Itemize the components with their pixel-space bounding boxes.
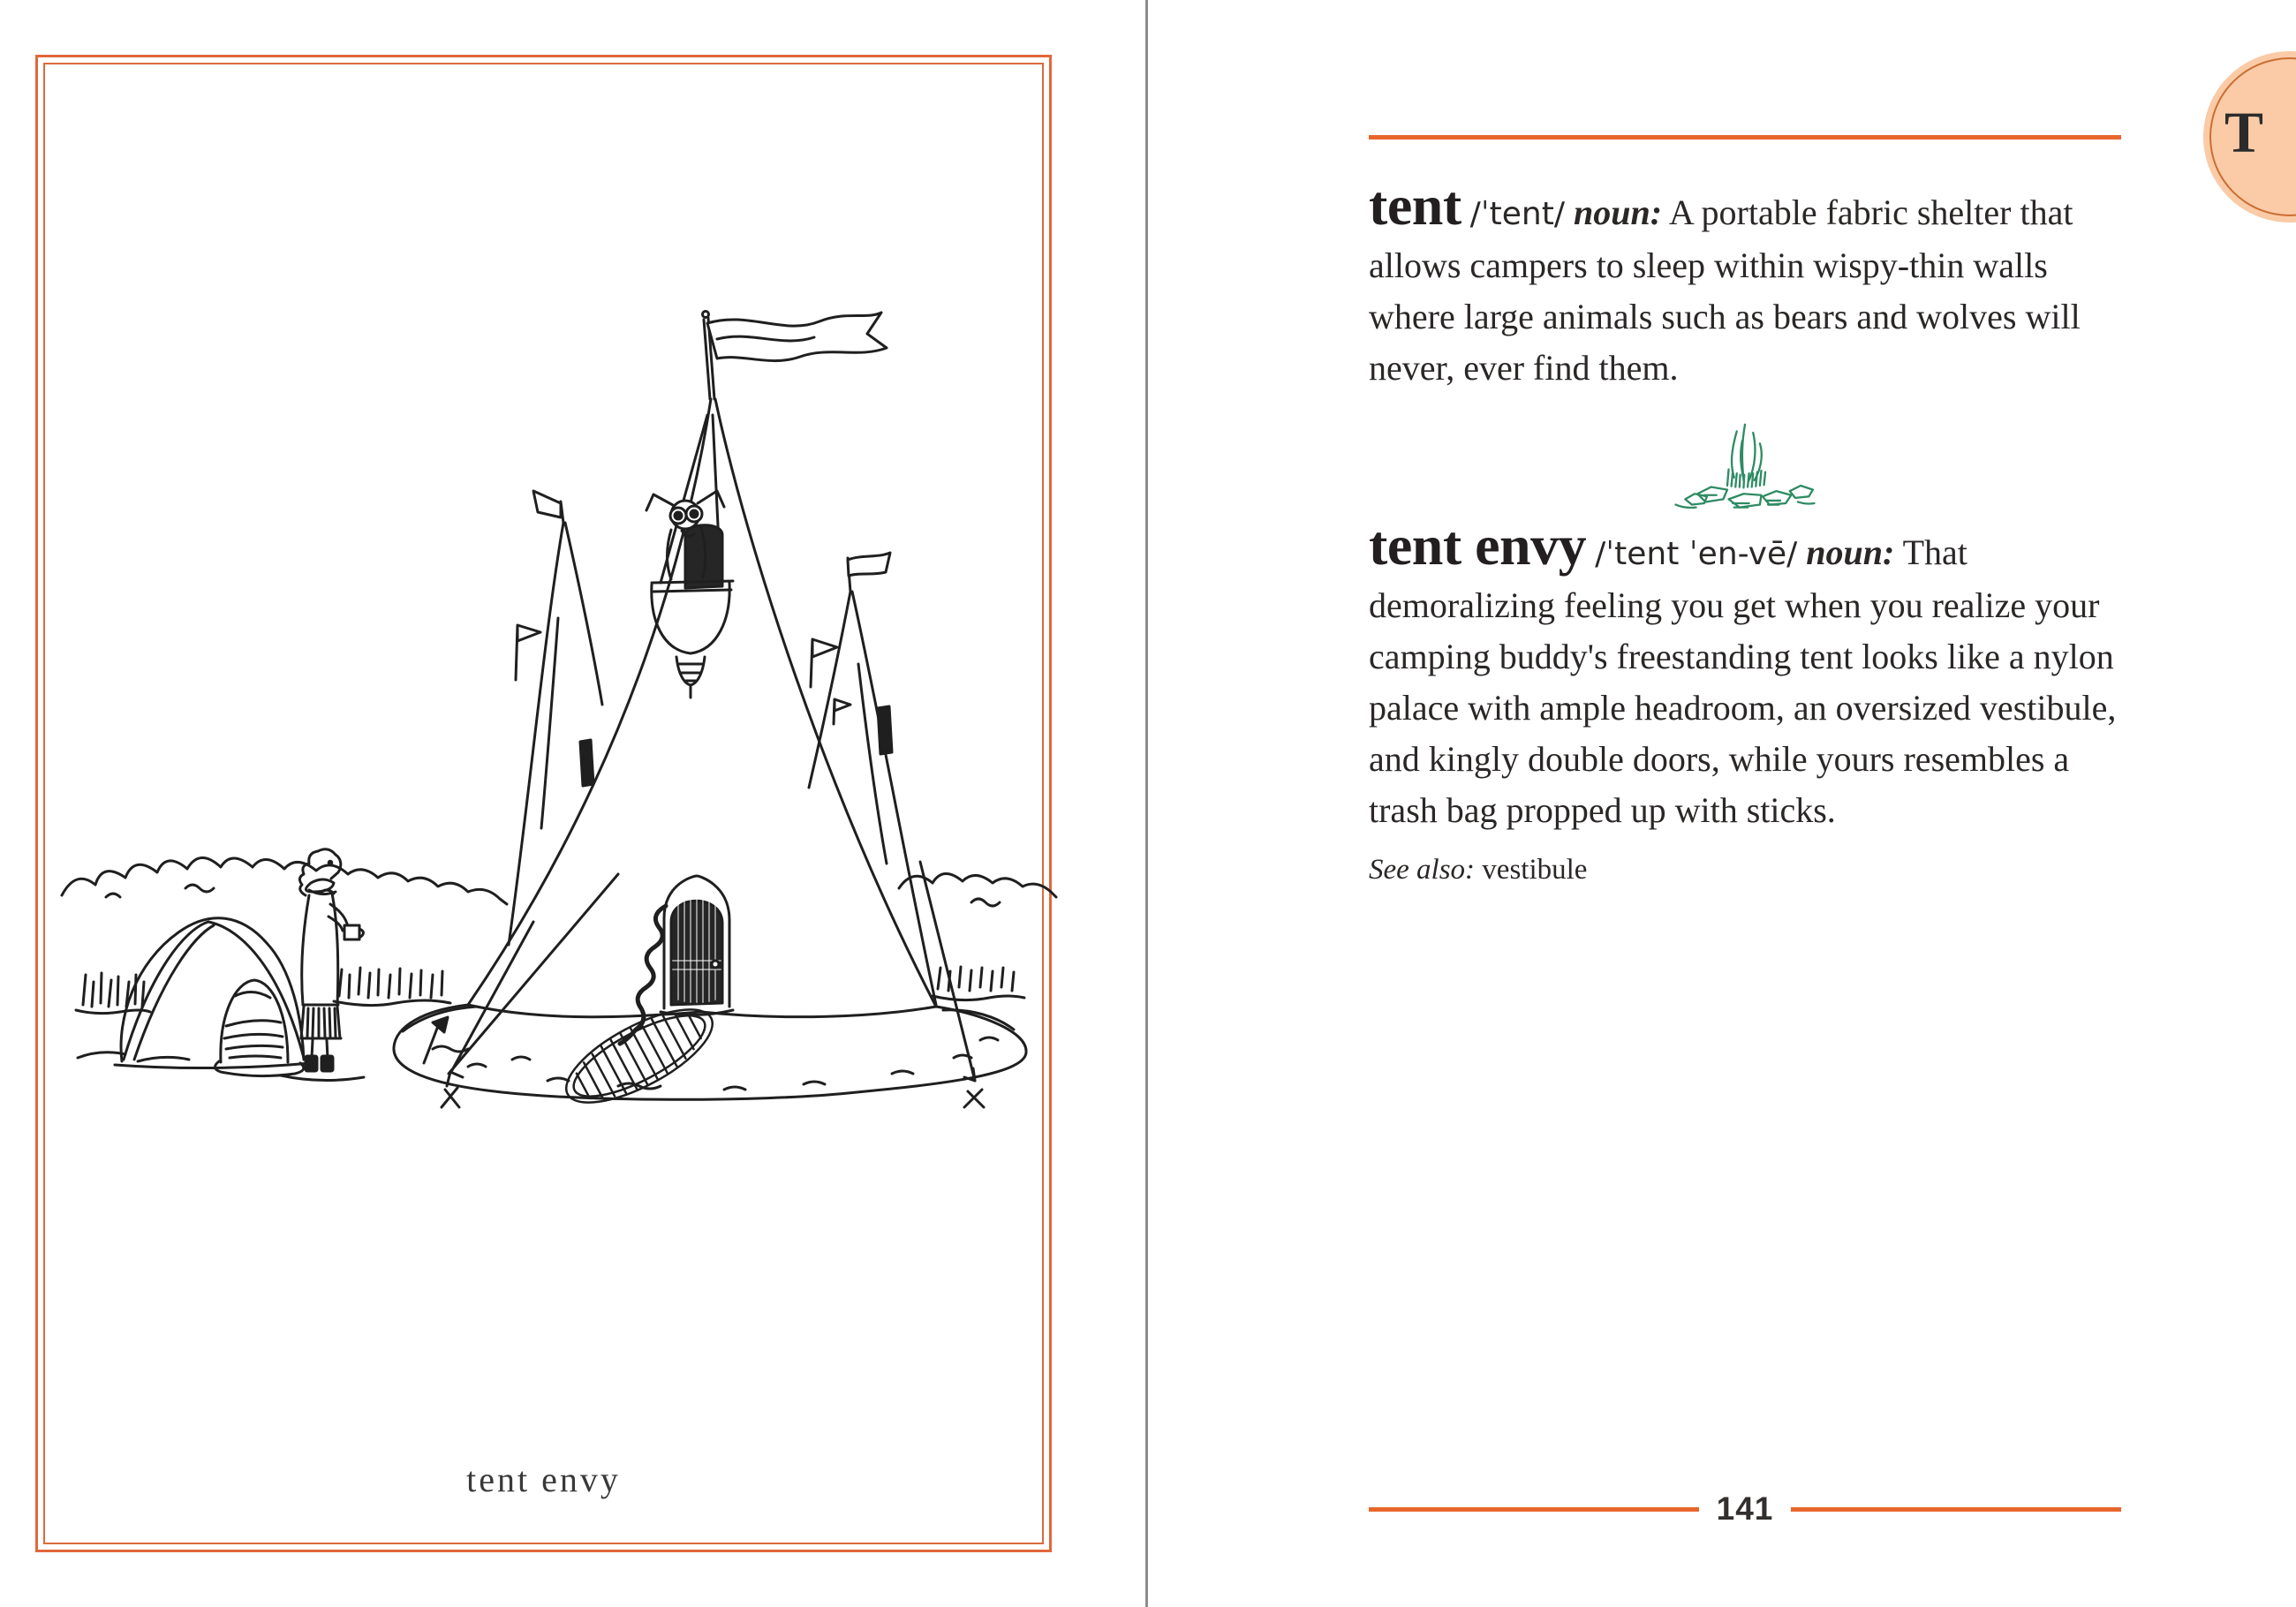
entry-definition: That demoralizing feeling you get when you realize your camping buddy's freestanding tent looks like a nylon palace with ample headroom, an oversized vestibule, and kingly double doors, while yours resembles a trash bag propped up with sticks. [1369,532,2117,830]
footer-rule-right [1791,1507,2121,1512]
castle-tent [394,312,1026,1121]
illustration-caption: tent envy [466,1460,621,1499]
entry-divider [1657,420,1833,520]
see-also-target: vestibule [1482,854,1588,886]
footer-rule-left [1369,1507,1699,1512]
bushes-left [62,857,507,904]
entry-tent [1369,174,2121,394]
bushes-right [899,873,1056,897]
entry-part-of-speech: noun: [1806,532,1895,572]
grass-right [933,967,1024,1000]
entry-pronunciation: /ˈtent ˈen-vē/ [1595,536,1798,572]
page-number: 141 [1716,1490,1774,1527]
tent-castle-illustration [53,265,1060,1166]
drawbridge [554,992,725,1120]
entry-tent-envy [1369,514,2121,836]
hatchet [424,1017,448,1063]
top-rule [1369,135,2121,140]
striped-shorts [301,1007,341,1038]
see-also-line [1369,850,2121,889]
letter-thumb-tab [2203,51,2296,223]
thumb-tab-letter: T [2224,100,2264,165]
campfire-icon [1657,420,1833,516]
grass-middle [334,968,450,1006]
entry-headword: tent [1369,174,1461,237]
entry-pronunciation: /ˈtent/ [1469,196,1565,232]
entry-definition: A portable fabric shelter that allows campers to sleep within wispy-thin walls where large animals such as bears and wolves will never, ever find them. [1369,192,2081,388]
moat [394,1005,1026,1099]
see-also-label: See also: [1369,854,1476,886]
small-dome-tent [115,918,311,1076]
entry-headword: tent envy [1369,514,1587,577]
envious-camper [281,849,364,1081]
entry-part-of-speech: noun: [1573,192,1663,232]
page-footer [1369,1490,2121,1528]
page-gutter-divider [1145,0,1148,1607]
dictionary-column [1369,135,2121,889]
